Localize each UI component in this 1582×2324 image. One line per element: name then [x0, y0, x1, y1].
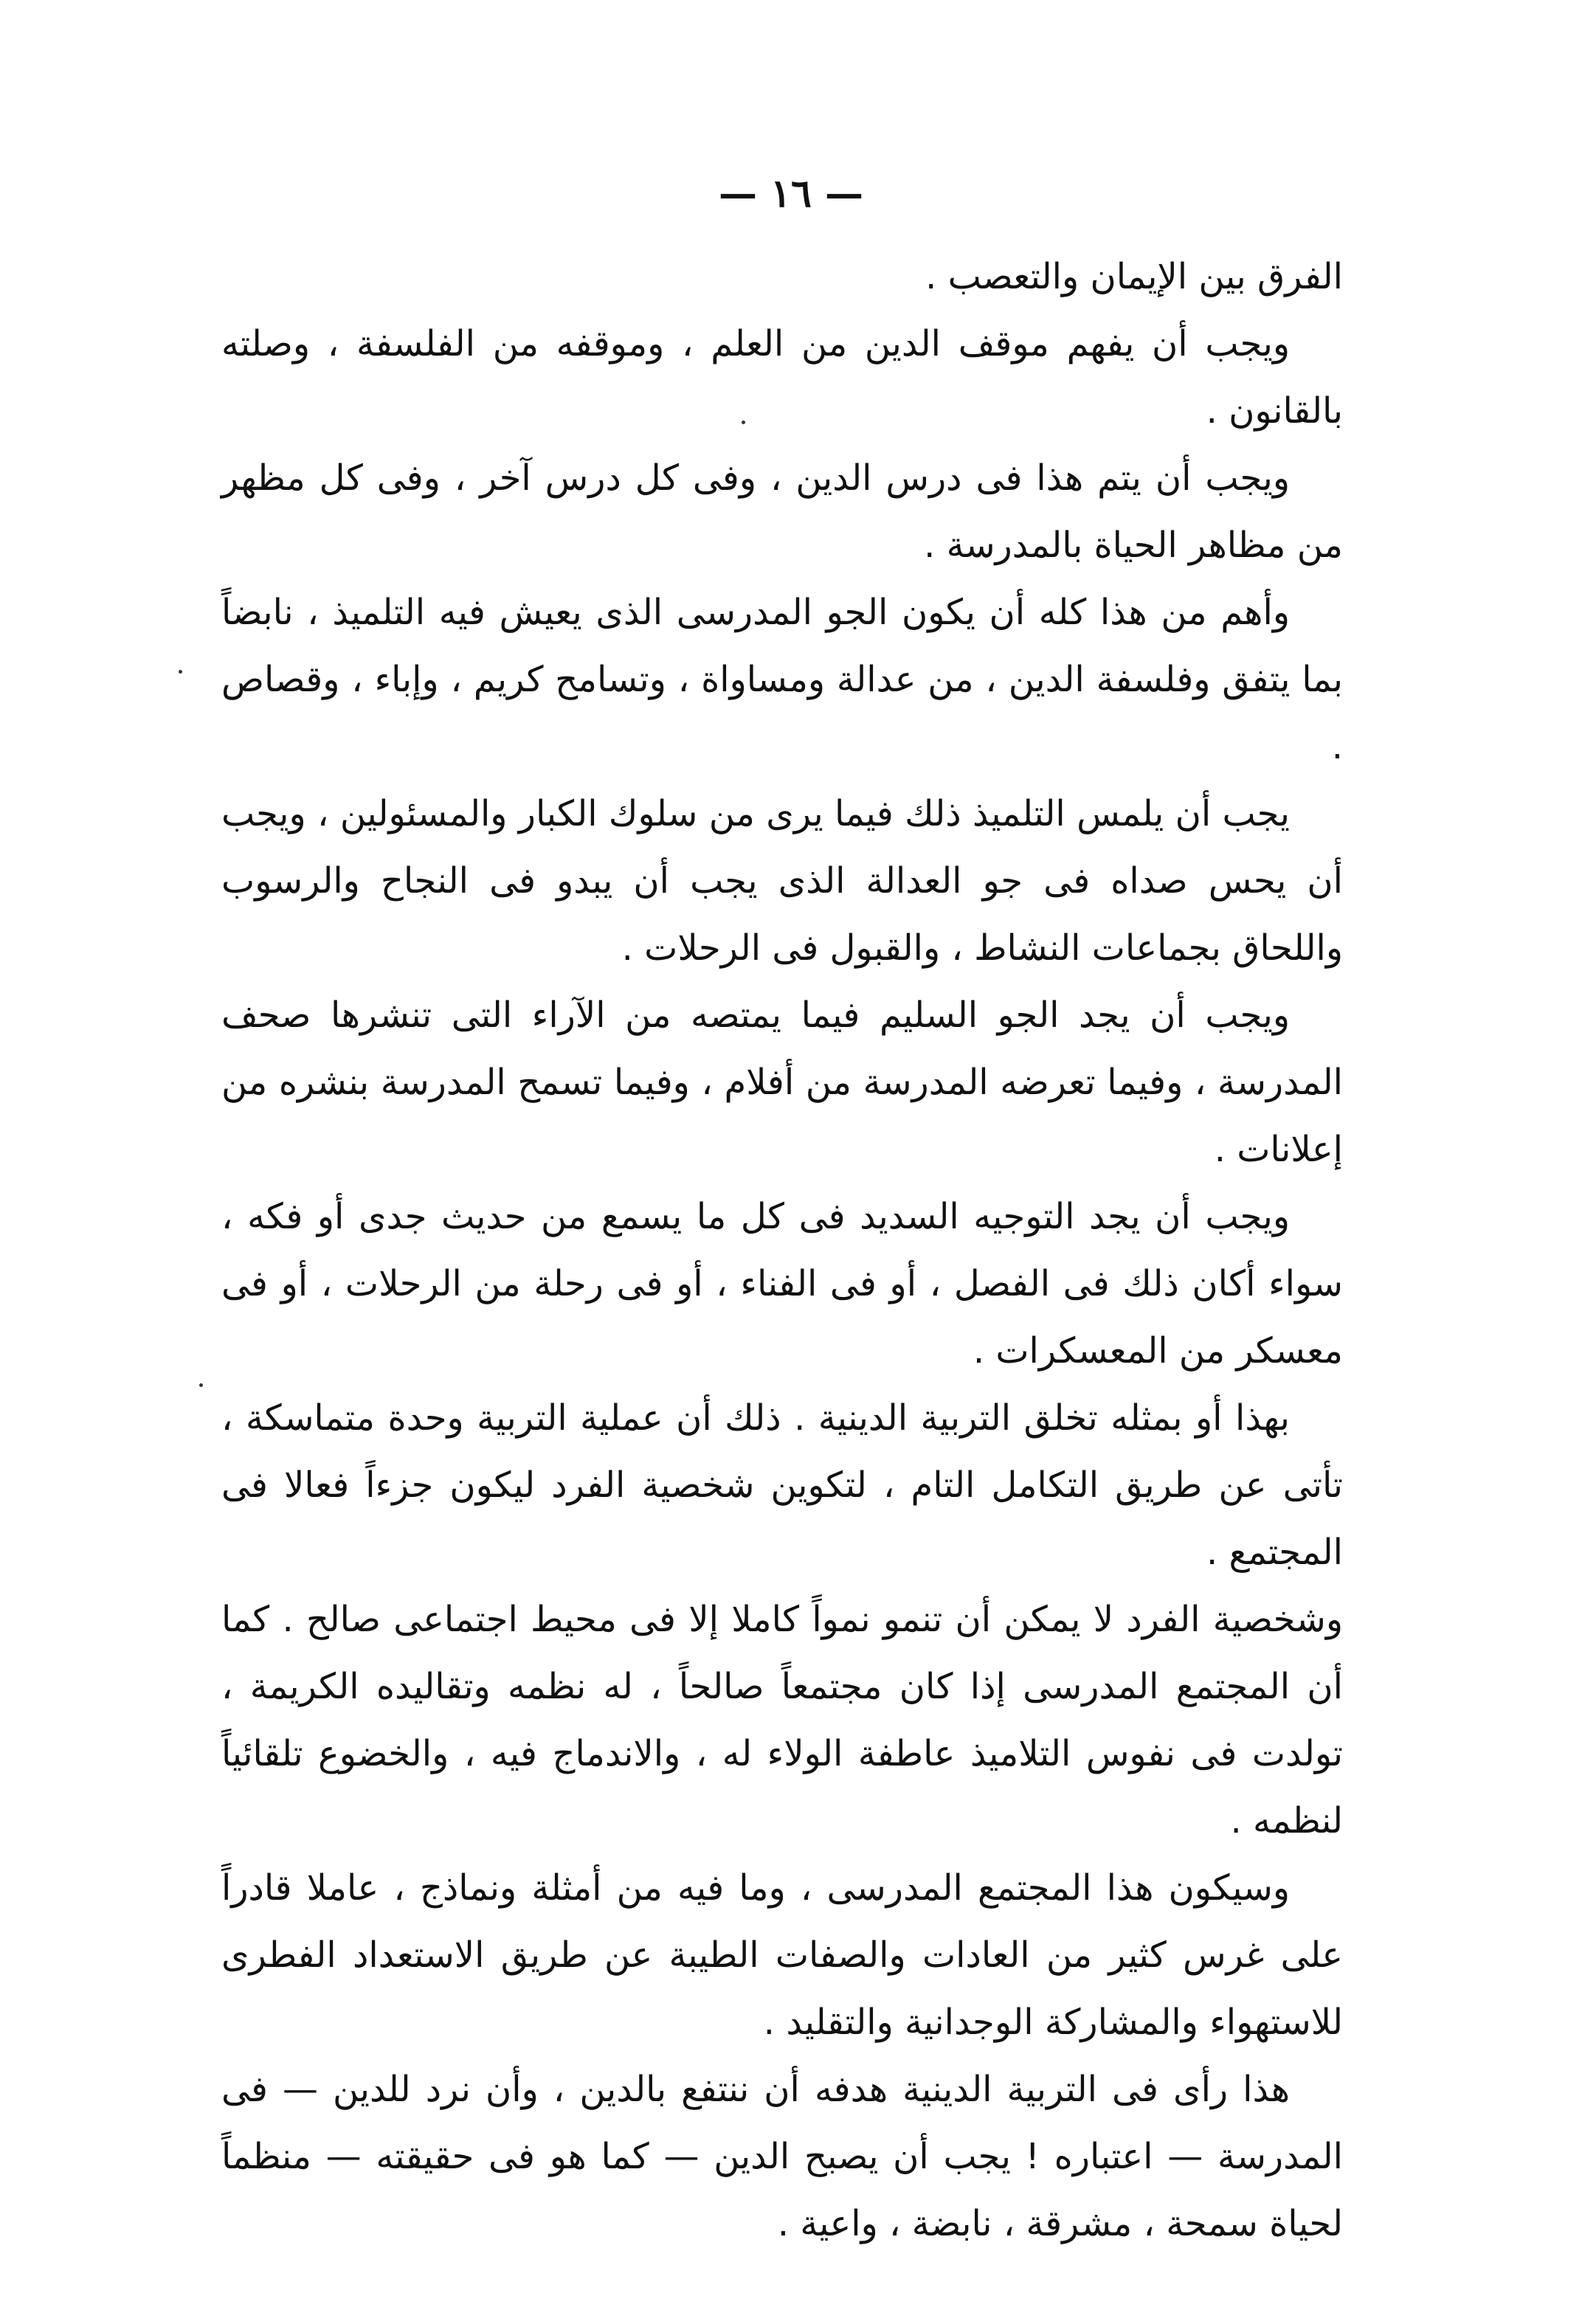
scan-speck	[199, 1383, 203, 1387]
body-text	[221, 243, 1343, 2258]
scan-speck	[742, 421, 745, 424]
paragraph: ويجب أن يفهم موقف الدين من العلم ، وموقفه من الفلسفة ، وصلته بالقانون .	[221, 323, 1343, 432]
paragraph: ويجب أن يجد الجو السليم فيما يمتصه من الآراء التى تنشرها صحف المدرسة ، وفيما تعرضه المدرسة من أفلام ، وفيما تسمح المدرسة بنشره من إعلانات .	[221, 995, 1343, 1170]
paragraph: يجب أن يلمس التلميذ ذلك فيما يرى من سلوك الكبار والمسئولين ، ويجب أن يحس صداه فى جو العدالة الذى يجب أن يبدو فى النجاح والرسوب واللحاق بجماعات النشاط ، والقبول فى الرحلات .	[221, 793, 1343, 969]
paragraph: وسيكون هذا المجتمع المدرسى ، وما فيه من أمثلة ونماذج ، عاملا قادراً على غرس كثير من العادات والصفات الطيبة عن طريق الاستعداد الفطرى للاستهواء والمشاركة الوجدانية والتقليد .	[221, 1867, 1343, 2043]
paragraph: ويجب أن يتم هذا فى درس الدين ، وفى كل درس آخر ، وفى كل مظهر من مظاهر الحياة بالمدرسة .	[221, 457, 1343, 566]
scan-speck	[179, 670, 182, 674]
paragraph: وشخصية الفرد لا يمكن أن تنمو نمواً كاملا إلا فى محيط اجتماعى صالح . كما أن المجتمع المدرسى إذا كان مجتمعاً صالحاً ، له نظمه وتقاليده الكريمة ، تولدت فى نفوس التلاميذ عاطفة الولاء له ، والاندماج فيه ، والخضوع تلقائياً لنظمه .	[221, 1599, 1343, 1841]
page-number: — ١٦ —	[718, 171, 864, 216]
paragraph: ويجب أن يجد التوجيه السديد فى كل ما يسمع من حديث جدى أو فكه ، سواء أكان ذلك فى الفصل ، أو فى الفناء ، أو فى رحلة من الرحلات ، أو فى معسكر من المعسكرات .	[221, 1196, 1343, 1372]
paragraph: وأهم من هذا كله أن يكون الجو المدرسى الذى يعيش فيه التلميذ ، نابضاً بما يتفق وفلسفة الدين ، من عدالة ومساواة ، وتسامح كريم ، وإباء ، وقصاص .	[221, 592, 1343, 767]
paragraph: بهذا أو بمثله تخلق التربية الدينية . ذلك أن عملية التربية وحدة متماسكة ، تأتى عن طريق التكامل التام ، لتكوين شخصية الفرد ليكون جزءاً فعالا فى المجتمع .	[221, 1397, 1343, 1573]
paragraph: الفرق بين الإيمان والتعصب .	[925, 256, 1343, 297]
paragraph: هذا رأى فى التربية الدينية هدفه أن ننتفع بالدين ، وأن نرد للدين — فى المدرسة — اعتباره ! يجب أن يصبح الدين — كما هو فى حقيقته — منظماً لحياة سمحة ، مشرقة ، نابضة ، واعية .	[221, 2069, 1343, 2244]
